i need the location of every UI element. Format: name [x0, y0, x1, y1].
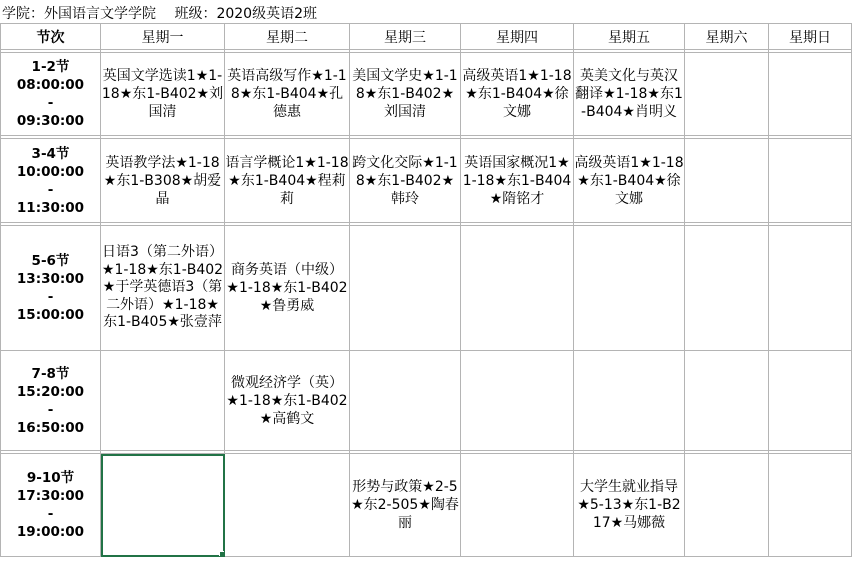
course-text: 英语高级写作★1-18★东1-B404★孔德惠 — [227, 68, 347, 120]
course-cell[interactable] — [574, 139, 685, 223]
course-cell[interactable] — [769, 226, 852, 351]
period-row-2 — [1, 139, 852, 223]
header-saturday[interactable]: 星期六 — [685, 24, 769, 50]
period-sep: - — [47, 181, 54, 198]
course-cell[interactable] — [769, 454, 852, 557]
timetable-grid — [0, 23, 852, 557]
course-cell[interactable] — [461, 454, 574, 557]
period-end: 15:00:00 — [16, 307, 85, 323]
course-cell[interactable] — [685, 53, 769, 136]
course-cell[interactable] — [461, 351, 574, 451]
course-cell[interactable] — [101, 226, 225, 351]
course-text: 美国文学史★1-18★东1-B402★刘国清 — [352, 68, 458, 120]
course-cell[interactable] — [350, 351, 461, 451]
course-cell[interactable] — [574, 454, 685, 557]
period-cell[interactable] — [1, 226, 101, 351]
period-sep: - — [47, 401, 54, 418]
period-label: 7-8节 — [31, 365, 70, 382]
course-cell[interactable] — [225, 226, 350, 351]
course-cell[interactable] — [225, 139, 350, 223]
course-text: 大学生就业指导★5-13★东1-B217★马娜薇 — [577, 479, 681, 531]
period-cell[interactable] — [1, 351, 101, 451]
course-cell[interactable] — [685, 139, 769, 223]
course-cell[interactable] — [574, 351, 685, 451]
period-start: 15:20:00 — [16, 383, 85, 400]
course-cell[interactable] — [769, 139, 852, 223]
period-end: 11:30:00 — [16, 199, 85, 216]
period-sep: - — [47, 506, 54, 522]
course-cell[interactable] — [225, 351, 350, 451]
header-monday[interactable]: 星期一 — [101, 24, 225, 50]
course-text: 高级英语1★1-18★东1-B404★徐文娜 — [462, 68, 572, 120]
course-cell[interactable] — [225, 454, 350, 557]
header-tuesday[interactable]: 星期二 — [225, 24, 350, 50]
course-cell[interactable] — [769, 53, 852, 136]
period-end: 16:50:00 — [16, 419, 85, 436]
course-text: 英美文化与英汉翻译★1-18★东1-B404★肖明义 — [575, 68, 683, 120]
period-start: 13:30:00 — [16, 271, 85, 287]
period-label: 5-6节 — [31, 253, 70, 269]
class-info: 学院：外国语言文学学院 班级：2020级英语2班 — [2, 6, 317, 22]
period-sep: - — [47, 95, 54, 111]
course-cell[interactable] — [461, 226, 574, 351]
period-start: 10:00:00 — [16, 163, 85, 180]
course-cell[interactable] — [685, 226, 769, 351]
course-text: 英语教学法★1-18★东1-B308★胡爱晶 — [103, 154, 222, 207]
header-row — [1, 24, 852, 50]
course-cell[interactable] — [685, 351, 769, 451]
period-label: 3-4节 — [31, 145, 70, 162]
period-row-3 — [1, 226, 852, 351]
header-period[interactable]: 节次 — [1, 24, 101, 50]
period-start: 17:30:00 — [16, 488, 85, 504]
header-wednesday[interactable]: 星期三 — [350, 24, 461, 50]
period-cell[interactable] — [1, 454, 101, 557]
period-end: 19:00:00 — [16, 524, 85, 540]
course-text: 高级英语1★1-18★东1-B404★徐文娜 — [574, 154, 684, 207]
course-cell[interactable] — [350, 139, 461, 223]
header-sunday[interactable]: 星期日 — [769, 24, 852, 50]
period-label: 9-10节 — [26, 470, 75, 486]
course-text: 日语3（第二外语）★1-18★东1-B402★于学英德语3（第二外语）★1-18★东1-B405★张壹萍 — [101, 244, 224, 331]
course-cell[interactable] — [350, 226, 461, 351]
period-row-5 — [1, 454, 852, 557]
course-cell[interactable] — [101, 139, 225, 223]
course-cell[interactable] — [101, 53, 225, 136]
course-cell[interactable] — [574, 226, 685, 351]
course-cell[interactable] — [574, 53, 685, 136]
course-text: 商务英语（中级）★1-18★东1-B402★鲁勇威 — [226, 262, 348, 314]
course-cell[interactable] — [461, 53, 574, 136]
course-text: 英语国家概况1★1-18★东1-B404★隋铭才 — [462, 154, 572, 207]
course-cell[interactable] — [225, 53, 350, 136]
course-cell[interactable] — [461, 139, 574, 223]
header-thursday[interactable]: 星期四 — [461, 24, 574, 50]
course-cell[interactable] — [685, 454, 769, 557]
course-cell[interactable] — [350, 53, 461, 136]
selected-cell[interactable] — [101, 454, 225, 557]
course-cell[interactable] — [350, 454, 461, 557]
period-cell[interactable] — [1, 139, 101, 223]
period-cell[interactable] — [1, 53, 101, 136]
course-text: 微观经济学（英）★1-18★东1-B402★高鹤文 — [226, 374, 348, 427]
course-cell[interactable] — [769, 351, 852, 451]
course-cell[interactable] — [101, 351, 225, 451]
period-start: 08:00:00 — [16, 77, 85, 93]
course-text: 形势与政策★2-5★东2-505★陶春丽 — [351, 479, 459, 531]
period-end: 09:30:00 — [16, 113, 85, 129]
period-row-4 — [1, 351, 852, 451]
period-label: 1-2节 — [31, 59, 70, 75]
course-text: 语言学概论1★1-18★东1-B404★程莉莉 — [225, 154, 349, 207]
header-friday[interactable]: 星期五 — [574, 24, 685, 50]
course-text: 跨文化交际★1-18★东1-B402★韩玲 — [352, 154, 458, 207]
period-sep: - — [47, 289, 54, 305]
period-row-1 — [1, 53, 852, 136]
course-text: 英国文学选读1★1-18★东1-B402★刘国清 — [101, 68, 224, 120]
